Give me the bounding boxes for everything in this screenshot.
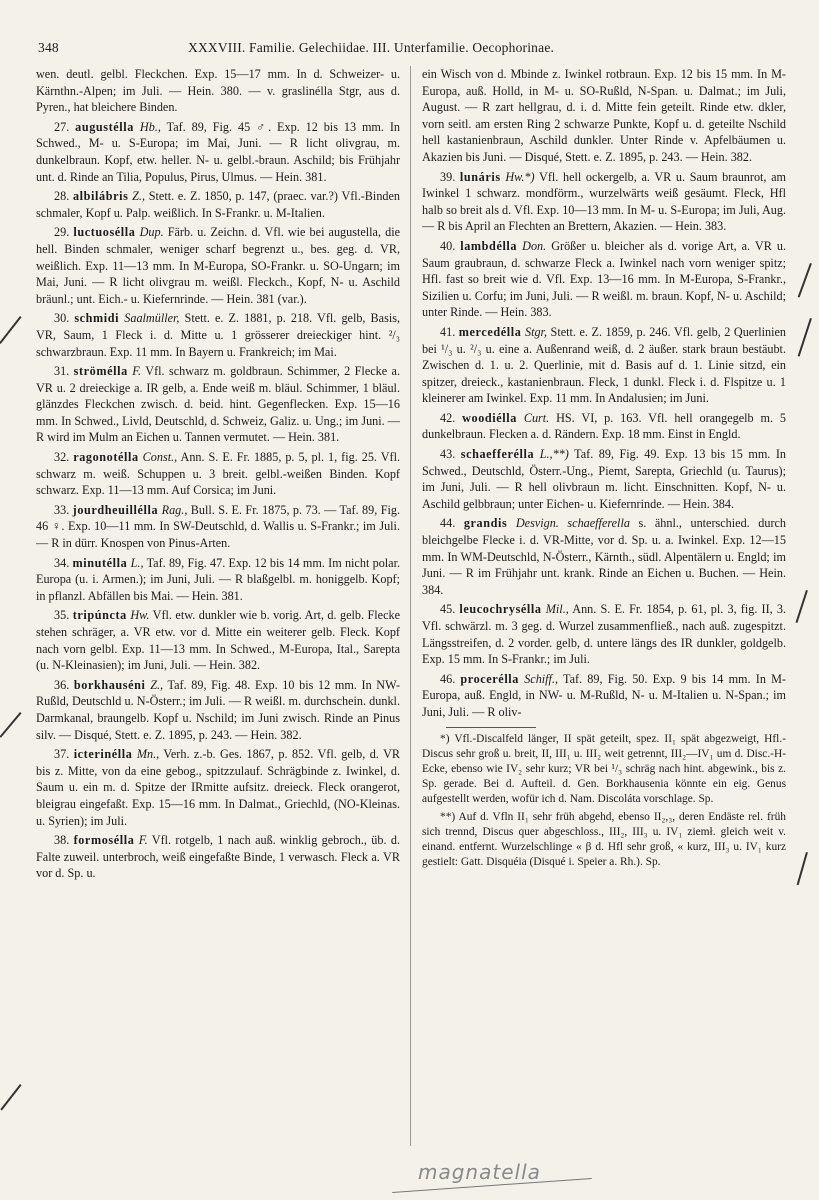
species-name: grandis: [463, 516, 508, 531]
entry-text: wen. deutl. gelbl. Fleckchen. Exp. 15—17 mm. In d. Schweizer- u. Kärnthn.-Alpen; im Juli. — Hein. 380. — v. graslinélla Stgr, aus d. Pyren., hat bleichere Binden.: [36, 67, 400, 115]
species-author: Hb.,: [139, 119, 161, 134]
species-author: F.: [138, 833, 148, 848]
species-entry: [36, 66, 400, 116]
species-entry: [422, 446, 786, 512]
margin-check-mark: [798, 318, 812, 357]
species-name: lambdélla: [460, 238, 518, 253]
entry-number: 27.: [54, 119, 70, 134]
species-entry: [422, 601, 786, 667]
footnotes: [422, 732, 786, 871]
species-name: luctuosélla: [73, 225, 136, 240]
margin-check-mark: [0, 316, 22, 344]
species-author: F.: [132, 364, 142, 379]
margin-check-mark: [797, 852, 808, 885]
entry-text: Verh. z.-b. Ges. 1867, p. 852. Vfl. gelb, d. VR bis z. Mitte, von da eine gebog., spitzzulauf. Schrägbinde z. Iwinkel, d. Saum u. ein m. d. Spitze der IRmitte aufsitz. dreieck. Fleck orangerot, bleigrau eingefaßt. Exp. 15—16 mm. In Dalmat., Griechld, (NO-Kleinas. u. Syrien); im Juli.: [36, 747, 401, 828]
entry-text: Stett. e. Z. 1859, p. 246. Vfl. gelb, 2 Querlinien bei ¹/₃ u. ²/₃ u. eine a. Außenrand weiß, d. 2 äußer. stark braun bestäubt. Zwischen d. 1. u. 2. Querlinie, mit d. Basis auf d. 1. Linie sitzd, ein spitzer, dreieck., kastanienbraun. Fleck, 1 dunkl. Fleck i. d. Flspitze u. 1 kleinerer am Iwinkel. Exp. 11 mm. In Andalusien; im Juni.: [422, 324, 787, 406]
species-name: jourdheuillélla: [72, 502, 159, 517]
entry-number: 32.: [54, 450, 70, 465]
species-entry: [36, 607, 400, 673]
species-author: Hw.: [130, 608, 150, 623]
column-divider: [410, 66, 411, 1146]
entry-text: Taf. 89, Fig. 47. Exp. 12 bis 14 mm. Im nicht polar. Europa (u. i. Armen.); im Juni, Juli. — R blaßgelbl. m. honiggelb. Kopf; in pflanzl. Abfällen bis Mai. — Hein. 381.: [36, 555, 401, 603]
margin-check-mark: [0, 1084, 21, 1110]
species-entry: [36, 363, 400, 446]
entry-number: 30.: [54, 311, 70, 326]
species-author: Const.,: [142, 450, 178, 465]
species-entry: [36, 832, 400, 882]
species-author: Stgr,: [524, 324, 547, 339]
margin-check-mark: [798, 263, 812, 298]
entry-number: 41.: [440, 324, 456, 339]
entry-text: ein Wisch von d. Mbinde z. Iwinkel rotbraun. Exp. 12 bis 15 mm. In M-Europa, auß. Holld, in M- u. SO-Rußld, N-Span. u. Dalmat.; im Juli, August. — R zart hellgrau, d. i. d. Mitte fein geteilt. Rinde etw. dkler, vorn seitl. am ersten Ring 2 schwarze Punkte, Kopf u. d. geteilte Nschild hell kastanienbraun, Aschild dunkler. Unter Rinde v. Apfelbäumen u. Akazien bis Juni. — Disqué, Stett. e. Z. 1895, p. 243. — Hein. 382.: [422, 67, 786, 164]
species-author: Don.: [522, 238, 547, 253]
species-name: augustélla: [75, 119, 134, 134]
species-author: Mn.,: [136, 747, 160, 762]
entry-number: 37.: [54, 747, 70, 762]
species-name: lunáris: [459, 169, 501, 184]
entry-number: 46.: [440, 671, 456, 686]
species-entry: [422, 238, 786, 321]
species-name: procerélla: [460, 671, 519, 686]
entry-text: Stett. e. Z. 1850, p. 147, (praec. var.?) Vfl.-Binden schmaler, Kopf u. Palp. weißlich. In S-Frankr. u. M-Italien.: [36, 189, 401, 220]
species-entry: [422, 324, 786, 407]
footnote: **) Auf d. Vfln II₁ sehr früh abgehd, ebenso II₂,₃, deren Endäste rel. früh sich trennd, Discus quer abgeschloss., III₂, III₃ u. IV₁ ziemł. gleich weit v. einand. entfernt. Wurzelschlinge « β d. Hfl sehr groß, « kurz, III₃ u. IV₁ kurz gestielt: Gatt. Disquéia (Disqué i. Speier a. Rh.). Sp.: [422, 810, 786, 869]
species-name: schmidi: [74, 311, 120, 326]
margin-check-mark: [795, 590, 807, 623]
species-author: Saalmüller,: [124, 311, 180, 326]
right-column-entries: [422, 66, 786, 721]
species-author: Dup.: [139, 225, 164, 240]
species-entry: [36, 746, 400, 829]
species-author: L.,**): [539, 447, 569, 462]
left-column: [36, 66, 400, 885]
entry-text: Taf. 89, Fig. 45 ♂. Exp. 12 bis 13 mm. In Schwed., M- u. S-Europa; im Mai, Juni. — R licht olivgrau, m. dunkelbraun. Kopf, etw. heller. N- u. gelbl.-braun. Aschild; bis Frühjahr unt. d. Rinde an Tilia, Populus, Pirus, Ulmus. — Hein. 381.: [36, 119, 401, 184]
species-name: albilábris: [72, 189, 129, 204]
species-author: Rag.,: [161, 502, 188, 517]
species-entry: [36, 224, 400, 307]
entry-number: 28.: [54, 189, 70, 204]
species-name: schaefferélla: [460, 447, 535, 462]
entry-text: Ann. S. E. Fr. 1885, p. 5, pl. 1, fig. 25. Vfl. schwarz m. weiß. Schuppen u. 3 breit. gelbl.-weißen Binden. Kopf schwarz. Exp. 11—13 mm. Auf Corsica; im Juni.: [36, 450, 400, 498]
species-entry: [422, 169, 786, 235]
species-name: woodiélla: [462, 410, 517, 425]
species-entry: [36, 188, 400, 221]
species-author: Z.,: [150, 677, 164, 692]
species-author: Mil.,: [545, 602, 569, 617]
entry-text: Ann. S. E. Fr. 1854, p. 61, pl. 3, fig. II, 3. Vfl. schwärzl. m. 3 geg. d. Wurzel zusammenfließ., nach auß. zugespitzt. Längsstreifen, d. 2 vorder. gelb, d. untere längs des IR dunkler, goldgelb. Exp. 15 mm. In S-Frankr.; im Juli.: [422, 602, 787, 667]
species-author: L.,: [130, 555, 144, 570]
species-author: Curt.: [523, 410, 550, 425]
entry-number: 33.: [54, 502, 70, 517]
handwritten-note: magnatella: [418, 1160, 541, 1184]
entry-text: HS. VI, p. 163. Vfl. hell orangegelb m. 5 dunkelbraun. Flecken a. d. Rändern. Exp. 18 mm. Einst in Engld.: [422, 410, 786, 442]
entry-number: 31.: [54, 364, 70, 379]
species-name: ragonotélla: [73, 450, 139, 465]
entry-number: 35.: [54, 608, 70, 623]
entry-text: s. ähnl., unterschied. durch bleichgelbe Flecke i. d. VR-Mitte, vor d. Sp. u. a. Iwinkel. Exp. 12—15 mm. In WM-Deutschld, N-Österr., Kärnth., südl. Alpentälern u. Engld; im Juni. — R im Frühjahr unt. krank. Rinde an Eichen u. Buchen. — Hein. 384.: [422, 516, 787, 597]
entry-text: Färb. u. Zeichn. d. Vfl. wie bei augustella, die hell. Binden schmaler, weniger scharf begrenzt u., bes. geg. d. VR, weißlich. Exp. 11—13 mm. In M-Europa, SO-Frankr. u. SO-Ungarn; im Mai, Juni. — R licht olivgrau m. weißl. Fleckch., Kopf, N- u. Aschild bräunl.; unt. Eich.- u. Kiefernrinde. — Hein. 381 (var.).: [36, 225, 401, 306]
entry-number: 36.: [54, 677, 70, 692]
species-entry: [36, 677, 400, 743]
entry-number: 42.: [440, 410, 456, 425]
species-entry: [36, 555, 400, 605]
entry-number: 45.: [440, 602, 456, 617]
right-column: [422, 66, 786, 872]
running-head-title: XXXVIII. Familie. Gelechiidae. III. Unterfamilie. Oecophorinae.: [188, 40, 555, 55]
species-author: Desvign. schaefferella: [515, 516, 630, 531]
species-entry: [36, 310, 400, 360]
entry-text: Taf. 89, Fig. 48. Exp. 10 bis 12 mm. In NW-Rußld, Deutschld u. N-Österr.; im Juli. — R weißl. m. durchschein. dunkl. Darmkanal, braungelb. Kopf u. Nschild; im Juni zwisch. Rinde an Pinus silv. — Disqué, Stett. e. Z. 1895, p. 243. — Hein. 382.: [36, 677, 401, 742]
page-number: 348: [38, 40, 59, 55]
entry-text: Vfl. hell ockergelb, a. VR u. Saum braunrot, am Iwinkel 1 schwarz. mondförm., wurzelwärts weiß gesäumt. Fleck, Hfl halb so breit als d. Vfl. Exp. 10—13 mm. In M- u. S-Europa; im Juli, Aug. — R bis April an Flechten an Brettern, Akazien. — Hein. 383.: [422, 169, 787, 234]
species-entry: [422, 66, 786, 166]
species-entry: [422, 515, 786, 598]
species-entry: [422, 671, 786, 721]
species-name: borkhauséni: [73, 677, 146, 692]
species-name: mercedélla: [458, 324, 522, 339]
species-name: leucochrysélla: [459, 602, 542, 617]
species-name: minutélla: [72, 555, 128, 570]
species-entry: [36, 119, 400, 185]
entry-text: Taf. 89, Fig. 50. Exp. 9 bis 14 mm. In M-Europa, auß. Engld, in NW- u. M-Rußld, N- u. M-Italien u. N-Span.; im Juni, Juli. — R oliv-: [422, 671, 786, 719]
species-name: icterinélla: [73, 747, 133, 762]
entry-number: 34.: [54, 555, 70, 570]
footnote: *) Vfl.-Discalfeld länger, II spät geteilt, spez. II₁ spät abgezweigt, Hfl.-Discus sehr groß u. breit, II, III₁ u. III₂ weit getrennt, III₂—IV₁ um d. Disc.-H-Ecke, ebenso wie IV₂ sehr kurz; VR bei ¹/₃ schräg nach hint. abgewink., bis z. Sp. gerade. Bei d. Aufteil. d. Gen. Borkhausenia könnte ein eig. Genus aufgestellt werden, wofür ich d. Nam. Discoláta vorschlage. Sp.: [422, 732, 786, 806]
species-name: strömélla: [73, 364, 128, 379]
species-name: formosélla: [73, 833, 135, 848]
species-entry: [36, 502, 400, 552]
species-author: Schiff.,: [524, 671, 559, 686]
entry-text: Größer u. bleicher als d. vorige Art, a. VR u. Saum graubraun, d. schwarze Fleck a. Iwinkel nach vorn weniger spitz; Hfl. fast so breit wie d. Vfl. Exp. 13—16 mm. In M-Europa, S-Frankr., Sizilien u. Corfu; im Juni, Juli. — R weißl. m. braun. Kopf, N- u. Aschild; unter Rinde. — Hein. 383.: [422, 238, 786, 320]
entry-number: 39.: [440, 169, 456, 184]
running-head: [38, 40, 783, 60]
entry-text: Taf. 89, Fig. 49. Exp. 13 bis 15 mm. In Schwed., Deutschld, Österr.-Ung., Piemt, Sarepta, Griechld (u. Taurus); im Juni, Juli. — R hell olivbraun m. licht. Einschnitten. Kopf, N- u. Aschild gelbbraun; unter Eichen- u. Kiefernrinde. — Hein. 384.: [422, 447, 787, 511]
entry-number: 44.: [440, 516, 456, 531]
species-name: tripúncta: [72, 608, 127, 623]
margin-check-mark: [0, 712, 22, 738]
entry-number: 40.: [440, 238, 456, 253]
entry-text: Vfl. schwarz m. goldbraun. Schimmer, 2 Flecke a. VR u. 2 dreieckige a. IR gelb, a. Ende weiß m. bläul. Schimmer, 1 bläul. glänzdes Fleckchen zwisch. d. beid. hint. Gegenflecken. Exp. 15—16 mm. In Schwed., Livld, Deutschld, d. Schweiz, Galiz. u. Ung.; im Juni. — R wird im Mulm an Eichen u. Tannen vermutet. — Hein. 381.: [36, 364, 400, 445]
species-author: Z.,: [132, 189, 146, 204]
entry-text: Stett. e. Z. 1881, p. 218. Vfl. gelb, Basis, VR, Saum, 1 Fleck i. d. Mitte u. 1 grösserer dreieckiger hint. ²/₃ schwarzbraun. Exp. 11 mm. In Bayern u. Frankreich; im Mai.: [36, 311, 401, 359]
entry-text: Vfl. rotgelb, 1 nach auß. winklig gebroch., üb. d. Falte zuweil. unterbroch, weiß eingefaßte Binde, 1 verwasch. Fleck a. VR vor d. Sp. u.: [36, 833, 401, 881]
entry-number: 43.: [440, 447, 456, 462]
species-entry: [422, 410, 786, 443]
species-author: Hw.*): [505, 169, 535, 184]
entry-text: Bull. S. E. Fr. 1875, p. 73. — Taf. 89, Fig. 46 ♀. Exp. 10—11 mm. In SW-Deutschld, d. Wallis u. S-Frankr.; im Juli. — R in dürr. Knospen von Pinus-Arten.: [36, 502, 401, 551]
species-entry: [36, 449, 400, 499]
footnote-rule: [446, 727, 536, 728]
entry-number: 38.: [54, 833, 70, 848]
entry-number: 29.: [54, 225, 70, 240]
entry-text: Vfl. etw. dunkler wie b. vorig. Art, d. gelb. Flecke stehen schräger, a. VR etw. vor d. Mitte ein weiterer gelb. Fleck. Kopf nach vorn gelbl. Exp. 11—13 mm. In Schwed., M-Europa, Ital., Sarepta (u. N-Kleinasien); im Juni, Juli. — Hein. 382.: [36, 608, 400, 673]
